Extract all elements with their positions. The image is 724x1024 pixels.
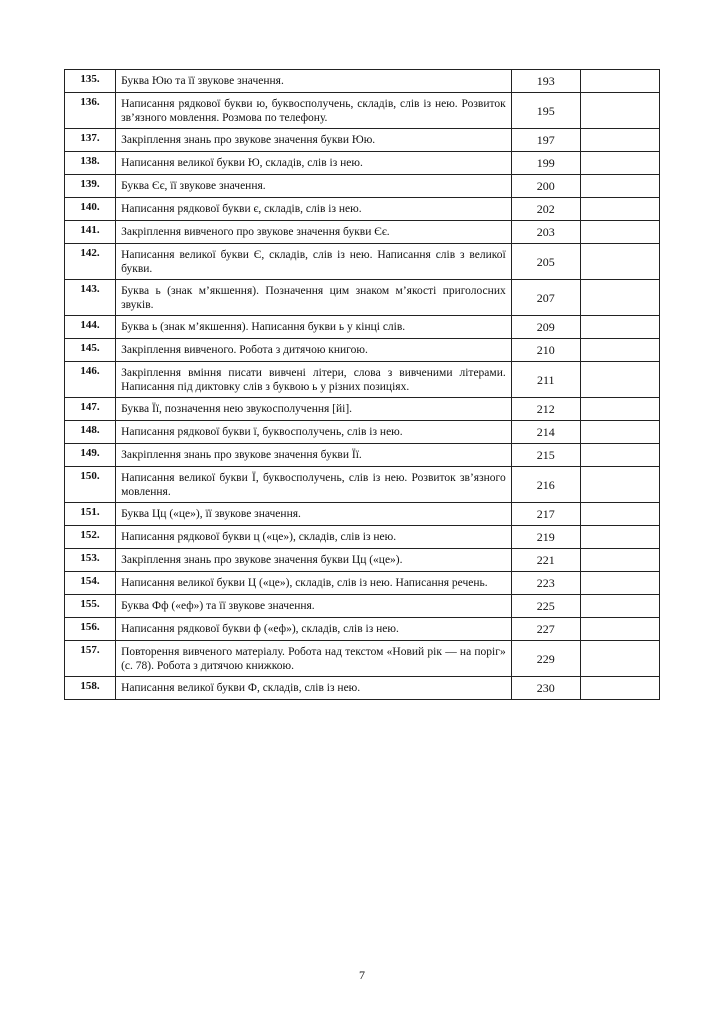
notes-cell [580,444,659,467]
lesson-page: 216 [511,467,580,503]
notes-cell [580,198,659,221]
lesson-page: 210 [511,339,580,362]
lesson-topic: Буква ь (знак м’якшення). Позначення цим знаком м’якості приголосних звуків. [116,280,512,316]
lesson-topic: Закріплення знань про звукове значення букви Юю. [116,129,512,152]
table-row [65,362,660,398]
lesson-page: 215 [511,444,580,467]
lesson-topic: Написання великої букви Ї, буквосполучень, слів із нею. Розвиток зв’язного мовлення. [116,467,512,503]
lesson-number: 145. [65,339,116,362]
lesson-topic: Написання рядкової букви ї, буквосполучень, слів із нею. [116,421,512,444]
notes-cell [580,70,659,93]
lesson-page: 223 [511,572,580,595]
lesson-number: 142. [65,244,116,280]
lesson-page: 209 [511,316,580,339]
lesson-page: 202 [511,198,580,221]
lesson-number: 143. [65,280,116,316]
lesson-page: 227 [511,618,580,641]
lesson-number: 157. [65,641,116,677]
notes-cell [580,152,659,175]
notes-cell [580,503,659,526]
notes-cell [580,398,659,421]
notes-cell [580,677,659,700]
notes-cell [580,572,659,595]
notes-cell [580,221,659,244]
lesson-number: 138. [65,152,116,175]
lesson-page: 193 [511,70,580,93]
table-row [65,526,660,549]
table-row [65,398,660,421]
notes-cell [580,362,659,398]
lesson-topic: Повторення вивченого матеріалу. Робота над текстом «Новий рік — на поріг» (с. 78). Робота з дитячою книжкою. [116,641,512,677]
table-row [65,677,660,700]
notes-cell [580,175,659,198]
lesson-topic: Написання рядкової букви ф («еф»), складів, слів із нею. [116,618,512,641]
lesson-topic: Написання великої букви Ф, складів, слів із нею. [116,677,512,700]
lesson-topic: Закріплення вивченого про звукове значення букви Єє. [116,221,512,244]
lesson-topic: Закріплення знань про звукове значення букви Цц («це»). [116,549,512,572]
lesson-page: 200 [511,175,580,198]
table-row [65,280,660,316]
table-row [65,175,660,198]
lesson-number: 158. [65,677,116,700]
lesson-plan-table [64,69,660,700]
lesson-number: 141. [65,221,116,244]
page-number: 7 [359,968,365,982]
table-row [65,595,660,618]
table-row [65,70,660,93]
lesson-number: 146. [65,362,116,398]
table-row [65,421,660,444]
lesson-page: 195 [511,93,580,129]
lesson-topic: Написання великої букви Ю, складів, слів із нею. [116,152,512,175]
lesson-topic: Закріплення вміння писати вивчені літери, слова з вивченими літерами. Написання під диктовку слів з буквою ь у різних позиціях. [116,362,512,398]
lesson-number: 135. [65,70,116,93]
lesson-number: 156. [65,618,116,641]
lesson-number: 151. [65,503,116,526]
table-row [65,93,660,129]
lesson-page: 219 [511,526,580,549]
lesson-topic: Буква Юю та її звукове значення. [116,70,512,93]
table-row [65,316,660,339]
lesson-page: 205 [511,244,580,280]
table-row [65,618,660,641]
notes-cell [580,618,659,641]
lesson-page: 203 [511,221,580,244]
lesson-topic: Написання рядкової букви є, складів, слів із нею. [116,198,512,221]
lesson-page: 212 [511,398,580,421]
lesson-number: 153. [65,549,116,572]
lesson-number: 155. [65,595,116,618]
notes-cell [580,316,659,339]
notes-cell [580,549,659,572]
lesson-page: 199 [511,152,580,175]
table-row [65,549,660,572]
table-row [65,503,660,526]
notes-cell [580,244,659,280]
lesson-page: 221 [511,549,580,572]
lesson-topic: Буква Єє, її звукове значення. [116,175,512,198]
table-row [65,244,660,280]
lesson-topic: Написання рядкової букви ю, буквосполучень, складів, слів із нею. Розвиток зв’язного мовлення. Розмова по телефону. [116,93,512,129]
lesson-topic: Буква Фф («еф») та її звукове значення. [116,595,512,618]
lesson-page: 229 [511,641,580,677]
lesson-page: 214 [511,421,580,444]
lesson-table-body [65,70,660,700]
lesson-number: 150. [65,467,116,503]
lesson-number: 149. [65,444,116,467]
lesson-number: 154. [65,572,116,595]
lesson-topic: Написання великої букви Є, складів, слів із нею. Написання слів з великої букви. [116,244,512,280]
lesson-number: 140. [65,198,116,221]
lesson-page: 207 [511,280,580,316]
notes-cell [580,467,659,503]
table-row [65,221,660,244]
lesson-number: 137. [65,129,116,152]
table-row [65,339,660,362]
lesson-page: 211 [511,362,580,398]
table-row [65,152,660,175]
lesson-page: 217 [511,503,580,526]
lesson-page: 225 [511,595,580,618]
lesson-number: 144. [65,316,116,339]
lesson-number: 148. [65,421,116,444]
lesson-number: 147. [65,398,116,421]
table-row [65,198,660,221]
table-row [65,641,660,677]
lesson-topic: Написання рядкової букви ц («це»), складів, слів із нею. [116,526,512,549]
notes-cell [580,421,659,444]
table-row [65,444,660,467]
table-row [65,572,660,595]
table-row [65,467,660,503]
lesson-number: 139. [65,175,116,198]
lesson-topic: Буква Цц («це»), її звукове значення. [116,503,512,526]
notes-cell [580,641,659,677]
notes-cell [580,339,659,362]
lesson-topic: Буква ь (знак м’якшення). Написання букви ь у кінці слів. [116,316,512,339]
lesson-topic: Буква Її, позначення нею звукосполучення [йі]. [116,398,512,421]
lesson-topic: Написання великої букви Ц («це»), складів, слів із нею. Написання речень. [116,572,512,595]
lesson-topic: Закріплення вивченого. Робота з дитячою книгою. [116,339,512,362]
notes-cell [580,93,659,129]
lesson-page: 230 [511,677,580,700]
lesson-page: 197 [511,129,580,152]
notes-cell [580,129,659,152]
lesson-number: 136. [65,93,116,129]
lesson-number: 152. [65,526,116,549]
table-row [65,129,660,152]
lesson-topic: Закріплення знань про звукове значення букви Її. [116,444,512,467]
notes-cell [580,526,659,549]
notes-cell [580,280,659,316]
notes-cell [580,595,659,618]
